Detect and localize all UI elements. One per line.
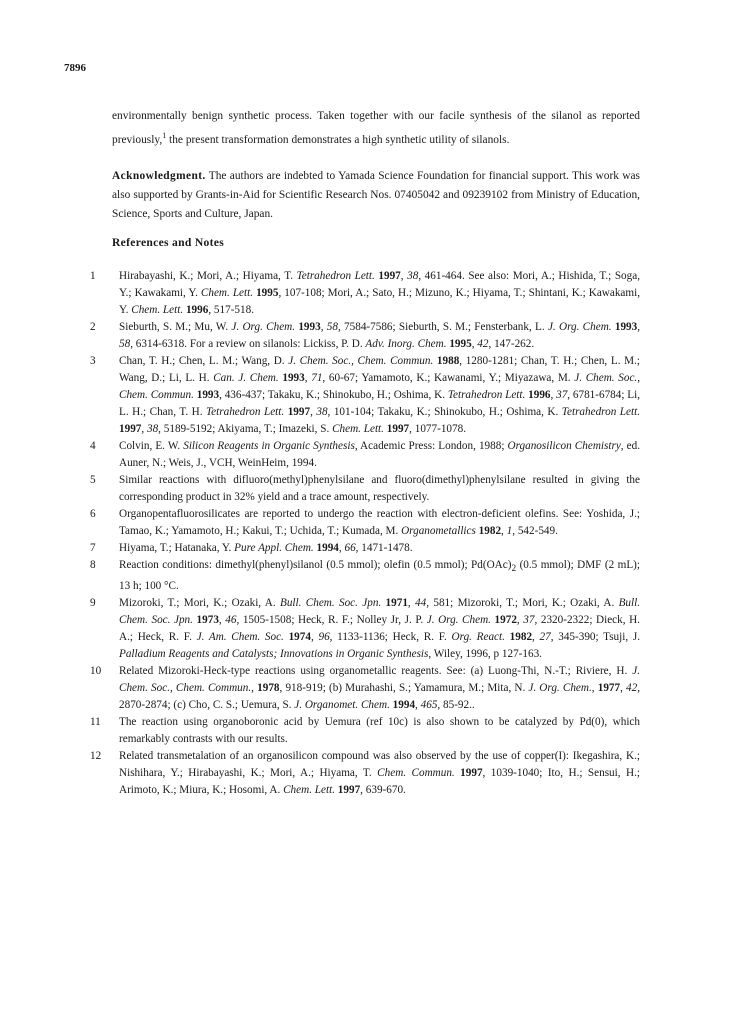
acknowledgment-heading: Acknowledgment. xyxy=(112,170,206,182)
acknowledgment-paragraph xyxy=(112,167,640,224)
reference-text: Reaction conditions: dimethyl(phenyl)silanol (0.5 mmol); olefin (0.5 mmol); $Pd(OAc)_2$ (0.5 mmol); DMF (2 mL); 13 h; 100 °C. xyxy=(119,559,640,593)
references-heading: References and Notes xyxy=(112,236,225,249)
reference-number: 11 xyxy=(90,716,101,729)
reference-item xyxy=(90,663,640,714)
reference-text: Related Mizoroki-Heck-type reactions using organometallic reagents. See: (a) Luong-Thi, N.-T.; Riviere, H. J. Chem. Soc., Chem. Commun., 1978, 918-919; (b) Murahashi, S.; Yamamura, M.; Mita, N. J. Org. Chem., 1977, 42, 2870-2874; (c) Cho, C. S.; Uemura, S. J. Organomet. Chem. 1994, 465, 85-92.. xyxy=(119,665,641,712)
reference-text: Organopentafluorosilicates are reported to undergo the reaction with electron-deficient olefins. See: Yoshida, J.; Tamao, K.; Yamamoto, H.; Kakui, T.; Uchida, T.; Kumada, M. Organometallics 1982, 1, 542-549. xyxy=(119,508,640,537)
reference-number: 9 xyxy=(90,597,96,610)
reference-number: 10 xyxy=(90,665,102,678)
reference-number: 2 xyxy=(90,321,96,333)
reference-number: 6 xyxy=(90,508,96,520)
reference-text: Colvin, E. W. Silicon Reagents in Organic Synthesis, Academic Press: London, 1988; Organosilicon Chemistry, ed. Auner, N.; Weis, J., VCH, WeinHeim, 1994. xyxy=(119,440,641,469)
reference-item xyxy=(90,714,640,748)
reference-number: 12 xyxy=(90,750,102,763)
reference-text: Sieburth, S. M.; Mu, W. J. Org. Chem. 1993, 58, 7584-7586; Sieburth, S. M.; Fensterbank, L. J. Org. Chem. 1993, 58, 6314-6318. For a review on silanols: Lickiss, P. D. Adv. Inorg. Chem. 1995, 42, 147-262. xyxy=(119,321,641,350)
intro-text-2: the present transformation demonstrates a high synthetic utility of silanols. xyxy=(166,133,510,146)
reference-number: 4 xyxy=(90,440,96,452)
reference-number: 7 xyxy=(90,542,96,554)
reference-item xyxy=(90,540,640,557)
intro-text-1: environmentally benign synthetic process. Taken together with our facile synthesis of the silanol as reported previously, xyxy=(112,110,640,146)
reference-number: 3 xyxy=(90,355,96,367)
reference-item xyxy=(90,353,640,438)
reference-text: Mizoroki, T.; Mori, K.; Ozaki, A. Bull. Chem. Soc. Jpn. 1971, 44, 581; Mizoroki, T.; Mori, K.; Ozaki, A. Bull. Chem. Soc. Jpn. 1973, 46, 1505-1508; Heck, R. F.; Nolley Jr, J. P. J. Org. Chem. 1972, 37, 2320-2322; Dieck, H. A.; Heck, R. F. J. Am. Chem. Soc. 1974, 96, 1133-1136; Heck, R. F. Org. React. 1982, 27, 345-390; Tsuji, J. Palladium Reagents and Catalysts; Innovations in Organic Synthesis, Wiley, 1996, p 127-163. xyxy=(119,597,641,661)
citation-superscript: 1 xyxy=(162,131,167,140)
reference-text: The reaction using organoboronic acid by Uemura (ref 10c) is also shown to be catalyzed by Pd(0), which remarkably contrasts with our results. xyxy=(119,716,640,746)
reference-item xyxy=(90,319,640,353)
reference-item xyxy=(90,557,640,595)
reference-text: Chan, T. H.; Chen, L. M.; Wang, D. J. Chem. Soc., Chem. Commun. 1988, 1280-1281; Chan, T. H.; Chen, L. M.; Wang, D.; Li, L. H. Can. J. Chem. 1993, 71, 60-67; Yamamoto, K.; Kawanami, Y.; Miyazawa, M. J. Chem. Soc., Chem. Commun. 1993, 436-437; Takaku, K.; Shinokubo, H.; Oshima, K. Tetrahedron Lett. 1996, 37, 6781-6784; Li, L. H.; Chan, T. H. Tetrahedron Lett. 1997, 38, 101-104; Takaku, K.; Shinokubo, H.; Oshima, K. Tetrahedron Lett. 1997, 38, 5189-5192; Akiyama, T.; Imazeki, S. Chem. Lett. 1997, 1077-1078. xyxy=(119,355,641,435)
reference-text: Similar reactions with difluoro(methyl)phenylsilane and fluoro(dimethyl)phenylsilane resulted in giving the corresponding product in 32% yield and a trace amount, respectively. xyxy=(119,474,640,503)
reference-number: 5 xyxy=(90,474,96,486)
reference-item xyxy=(90,472,640,506)
reference-item xyxy=(90,748,640,799)
reference-number: 8 xyxy=(90,559,96,571)
reference-item xyxy=(90,595,640,663)
reference-text: Hirabayashi, K.; Mori, A.; Hiyama, T. Tetrahedron Lett. 1997, 38, 461-464. See also: Mori, A.; Hishida, T.; Soga, Y.; Kawakami, Y. Chem. Lett. 1995, 107-108; Mori, A.; Sato, H.; Mizuno, K.; Hiyama, T.; Shintani, K.; Kawakami, Y. Chem. Lett. 1996, 517-518. xyxy=(119,270,640,316)
reference-item xyxy=(90,438,640,472)
reference-item xyxy=(90,268,640,319)
reference-item xyxy=(90,506,640,540)
reference-text: Related transmetalation of an organosilicon compound was also observed by the use of copper(I): Ikegashira, K.; Nishihara, Y.; Hirabayashi, K.; Mori, A.; Hiyama, T. Chem. Commun. 1997, 1039-1040; Ito, H.; Sensui, H.; Arimoto, K.; Miura, K.; Hosomi, A. Chem. Lett. 1997, 639-670. xyxy=(119,750,640,797)
reference-number: 1 xyxy=(90,270,96,282)
page-number: 7896 xyxy=(64,62,86,74)
reference-text: Hiyama, T.; Hatanaka, Y. Pure Appl. Chem. 1994, 66, 1471-1478. xyxy=(119,542,413,554)
intro-paragraph xyxy=(112,107,640,150)
references-list xyxy=(90,268,640,799)
acknowledgment-text: The authors are indebted to Yamada Science Foundation for financial support. This work was also supported by Grants-in-Aid for Scientific Research Nos. 07405042 and 09239102 from Ministry of Education, Science, Sports and Culture, Japan. xyxy=(112,170,640,220)
